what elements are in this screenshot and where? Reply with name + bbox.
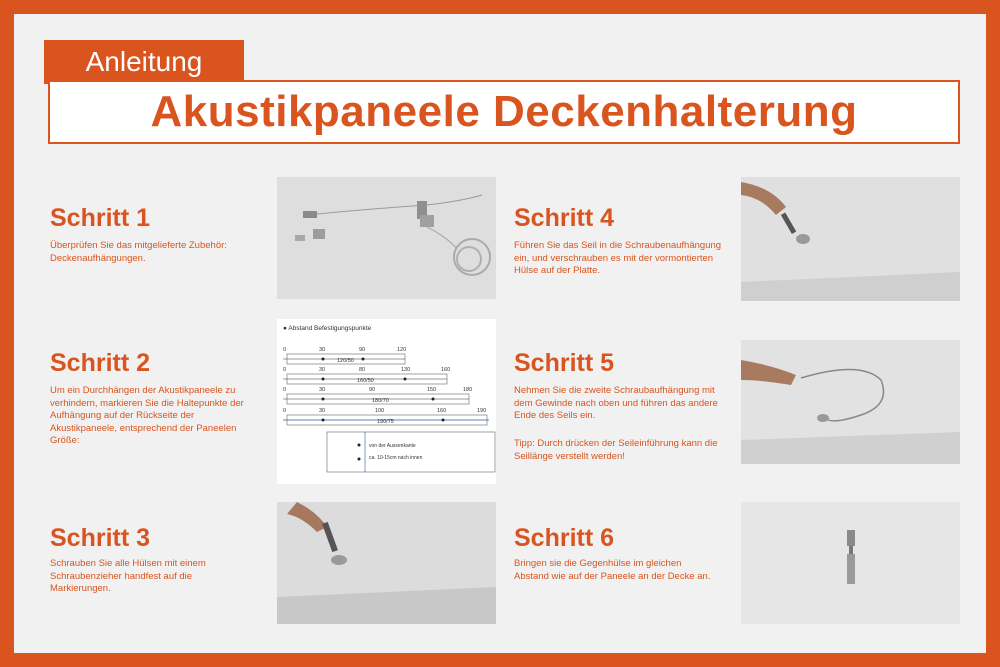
- tick: 30: [319, 367, 326, 373]
- tick: 0: [283, 367, 287, 373]
- step-4-title: Schritt 4: [514, 204, 615, 232]
- panel-size: 190/75: [377, 419, 394, 425]
- tick: 120: [397, 347, 407, 353]
- tick: 80: [359, 367, 366, 373]
- tick: 30: [319, 347, 326, 353]
- diagram-legend: ● Abstand Befestigungspunkte: [283, 325, 372, 332]
- step-6-photo: [741, 502, 960, 624]
- step-1-title: Schritt 1: [50, 204, 151, 232]
- step-4-photo: [741, 177, 960, 301]
- guide-badge: Anleitung: [44, 40, 244, 84]
- step-2-title: Schritt 2: [50, 349, 151, 377]
- step-3-text: Schrauben Sie alle Hülsen mit einem Schraubenzieher handfest auf die Markierungen.: [50, 558, 206, 594]
- step-5-title: Schritt 5: [514, 349, 615, 377]
- step-5-tip: Tipp: Durch drücken der Seileinführung kann die Seillänge verstellt werden!: [514, 438, 718, 462]
- step-6-text: Bringen sie die Gegenhülse im gleichen Abstand wie auf der Paneele an der Decke an.: [514, 558, 711, 582]
- diagram-note-1: von der Aussenkante: [369, 443, 416, 449]
- diagram-note-2: ca. 10-15cm nach innen: [369, 455, 423, 461]
- step-3-title: Schritt 3: [50, 524, 151, 552]
- step-1-photo: [277, 177, 496, 299]
- step-6-title: Schritt 6: [514, 524, 615, 552]
- tick: 0: [283, 387, 287, 393]
- tick: 0: [283, 408, 287, 414]
- tick: 160: [437, 408, 447, 414]
- tick: 180: [463, 387, 473, 393]
- tick: 0: [283, 347, 287, 353]
- tick: 90: [359, 347, 366, 353]
- tick: 90: [369, 387, 376, 393]
- tick: 30: [319, 387, 326, 393]
- panel-size: 120/50: [337, 358, 354, 364]
- step-1-text: Überprüfen Sie das mitgelieferte Zubehör: Deckenaufhängungen.: [50, 240, 227, 264]
- step-4-text: Führen Sie das Seil in die Schraubenaufhängung ein, und verschrauben es mit der vormontierten Hülse auf der Platte.: [514, 240, 722, 276]
- panel-size: 180/70: [372, 398, 389, 404]
- tick: 30: [319, 408, 326, 414]
- step-5-photo: [741, 340, 960, 464]
- step-3-photo: [277, 502, 496, 624]
- tick: 190: [477, 408, 487, 414]
- spacing-diagram: [277, 319, 496, 484]
- tick: 130: [401, 367, 411, 373]
- step-2-text: Um ein Durchhängen der Akustikpaneele zu verhindern, markieren Sie die Haltepunkte der Aufhängung auf der Rückseite der Akustikpaneele, entsprechend der Paneelen Größe:: [50, 385, 244, 446]
- tick: 150: [427, 387, 437, 393]
- step-5-text: Nehmen Sie die zweite Schraubaufhängung mit dem Gewinde nach oben und führen das andere Ende des Seils ein.: [514, 385, 718, 421]
- panel-size: 160/50: [357, 378, 374, 384]
- tick: 160: [441, 367, 451, 373]
- title-banner: [48, 80, 960, 144]
- page-title: Akustikpaneele Deckenhalterung: [150, 87, 858, 136]
- tick: 100: [375, 408, 385, 414]
